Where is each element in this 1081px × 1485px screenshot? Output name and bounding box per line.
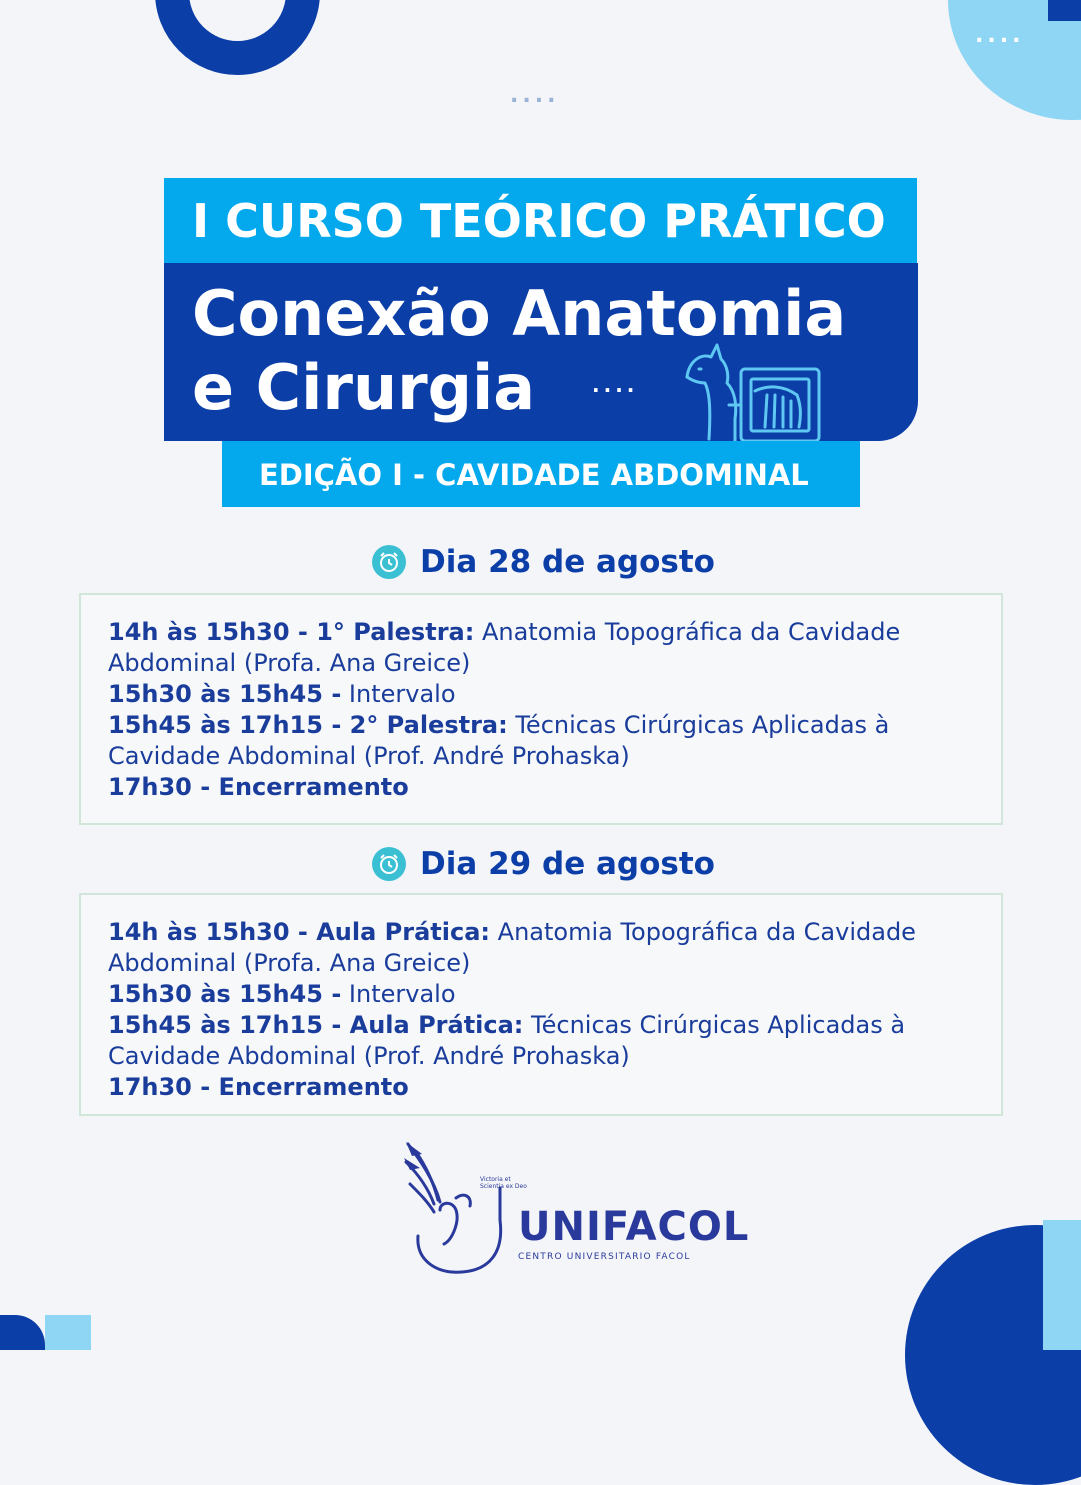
day-title: Dia 29 de agosto bbox=[420, 846, 715, 882]
dog-xray-icon bbox=[679, 339, 824, 443]
unifacol-emblem-icon bbox=[400, 1140, 520, 1280]
logo-motto: Victoria et Scientia ex Deo bbox=[480, 1176, 527, 1190]
banner-top bbox=[164, 178, 917, 263]
logo-subtitle: CENTRO UNIVERSITARIO FACOL bbox=[518, 1252, 691, 1262]
schedule-item: 17h30 - Encerramento bbox=[108, 773, 409, 801]
schedule-item: 14h às 15h30 - 1° Palestra: Anatomia Topográfica da Cavidade Abdominal (Profa. Ana Greice) bbox=[108, 618, 901, 677]
schedule-item: 17h30 - Encerramento bbox=[108, 1073, 409, 1101]
decor-block bbox=[0, 1315, 45, 1350]
clock-icon bbox=[372, 847, 406, 881]
decor-dots: .... bbox=[510, 83, 560, 108]
schedule-item: 14h às 15h30 - Aula Prática: Anatomia Topográfica da Cavidade Abdominal (Profa. Ana Greice) bbox=[108, 918, 916, 977]
unifacol-logo bbox=[400, 1140, 750, 1280]
banner-main bbox=[164, 263, 918, 441]
decor-bar bbox=[1043, 1220, 1081, 1350]
banner-subtitle bbox=[222, 441, 860, 507]
schedule-box bbox=[79, 893, 1003, 1116]
banner-dots: .... bbox=[592, 373, 639, 397]
decor-dots: .... bbox=[975, 23, 1025, 48]
schedule-item: 15h45 às 17h15 - Aula Prática: Técnicas Cirúrgicas Aplicadas à Cavidade Abdominal (Prof. André Prohaska) bbox=[108, 1011, 906, 1070]
day-title: Dia 28 de agosto bbox=[420, 544, 715, 580]
schedule-box bbox=[79, 593, 1003, 825]
clock-icon bbox=[372, 545, 406, 579]
edition-label: EDIÇÃO I - CAVIDADE ABDOMINAL bbox=[259, 458, 809, 492]
decor-block bbox=[45, 1315, 91, 1350]
course-title-line2: e Cirurgia bbox=[192, 351, 536, 424]
decor-ring bbox=[155, 0, 320, 75]
logo-name: UNIFACOL bbox=[518, 1204, 750, 1250]
course-label: I CURSO TEÓRICO PRÁTICO bbox=[192, 194, 886, 248]
course-title-line1: Conexão Anatomia bbox=[192, 277, 847, 350]
day-heading bbox=[372, 544, 715, 580]
schedule-item: 15h30 às 15h45 - Intervalo bbox=[108, 680, 456, 708]
schedule-item: 15h30 às 15h45 - Intervalo bbox=[108, 980, 456, 1008]
schedule-item: 15h45 às 17h15 - 2° Palestra: Técnicas Cirúrgicas Aplicadas à Cavidade Abdominal (Prof. André Prohaska) bbox=[108, 711, 890, 770]
decor-corner-bar bbox=[1048, 0, 1081, 21]
day-heading bbox=[372, 846, 715, 882]
